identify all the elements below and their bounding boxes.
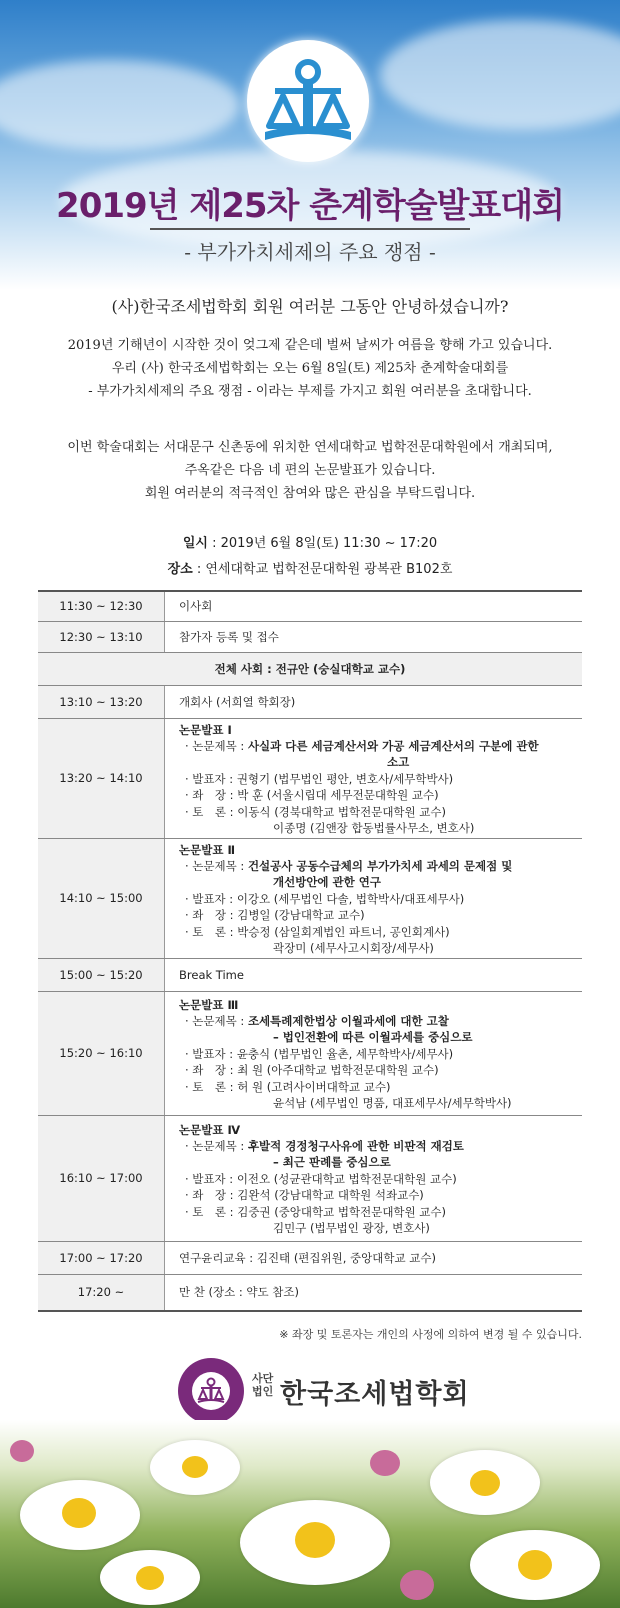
moderator-cell: 전체 사회 : 전규안 (숭실대학교 교수) — [38, 652, 582, 685]
change-notice: ※ 좌장 및 토론자는 개인의 사정에 의하여 변경 될 수 있습니다. — [279, 1328, 582, 1341]
title-label: · 논문제목 : — [185, 858, 248, 873]
chair: · 좌 장 : 김병일 (강남대학교 교수) — [185, 908, 365, 922]
program-cell: Break Time — [165, 958, 583, 991]
society-seal-icon — [178, 1358, 244, 1424]
paper-cell — [165, 718, 583, 838]
title-label: · 논문제목 : — [185, 1138, 248, 1153]
time-cell: 13:10 ~ 13:20 — [38, 685, 165, 718]
discussant: 이종명 (김앤장 합동법률사무소, 변호사) — [273, 821, 475, 835]
table-row — [38, 718, 582, 838]
title-label: · 논문제목 : — [185, 738, 248, 753]
time-cell: 16:10 ~ 17:00 — [38, 1115, 165, 1241]
page-title: 2019년 제25차 춘계학술발표대회 — [56, 186, 564, 226]
table-row — [38, 1115, 582, 1241]
paper-title-line — [179, 738, 581, 755]
time-cell: 17:20 ~ — [38, 1274, 165, 1311]
place-label: 장소 — [167, 562, 193, 577]
paper-cell — [165, 1115, 583, 1241]
table-row — [38, 1241, 582, 1274]
discussant: · 토 론 : 이동식 (경북대학교 법학전문대학원 교수) — [185, 804, 447, 819]
presenter: · 발표자 : 이전오 (성균관대학교 법학전문대학원 교수) — [185, 1171, 457, 1186]
org-prefix: 법인 — [252, 1385, 274, 1398]
time-cell: 17:00 ~ 17:20 — [38, 1241, 165, 1274]
paper-title: 건설공사 공동수급체의 부가가치세 과세의 문제점 및 — [247, 858, 513, 873]
detail-paragraph — [20, 436, 600, 505]
org-name: 한국조세법학회 — [280, 1379, 470, 1410]
paper-title-cont: – 법인전환에 따른 이월과세를 중심으로 — [273, 1030, 473, 1044]
paper-title: 사실과 다른 세금계산서와 가공 세금계산서의 구분에 관한 — [247, 738, 539, 753]
table-row — [38, 958, 582, 991]
pink-flower — [10, 1440, 34, 1462]
date-label: 일시 — [182, 536, 208, 551]
org-type — [252, 1372, 273, 1398]
intro-paragraph — [20, 334, 600, 403]
program-cell: 만 찬 (장소 : 약도 참조) — [165, 1274, 583, 1311]
intro-line: 우리 (사) 한국조세법학회는 오는 6월 8일(토) 제25차 춘계학술대회를 — [111, 361, 509, 376]
presenter: · 발표자 : 윤충식 (법무법인 율촌, 세무학박사/세무사) — [185, 1046, 454, 1061]
time-cell: 14:10 ~ 15:00 — [38, 838, 165, 958]
discussant: 윤석남 (세무법인 명품, 대표세무사/세무학박사) — [273, 1096, 512, 1110]
table-row — [38, 621, 582, 652]
organization-signature — [178, 1358, 478, 1428]
time-cell: 15:00 ~ 15:20 — [38, 958, 165, 991]
paper-heading: 논문발표 Ⅱ — [179, 842, 236, 857]
seal-emblem — [192, 1372, 230, 1410]
table-row — [38, 591, 582, 621]
table-row — [38, 991, 582, 1115]
discussant: · 토 론 : 허 원 (고려사이버대학교 교수) — [185, 1079, 391, 1094]
paper-title-cont: – 최근 판례를 중심으로 — [273, 1155, 391, 1169]
paper-title: 후발적 경정청구사유에 관한 비판적 재검토 — [247, 1138, 464, 1153]
place-value: : 연세대학교 법학전문대학원 광복관 B102호 — [192, 562, 453, 577]
chair: · 좌 장 : 김완석 (강남대학교 대학원 석좌교수) — [185, 1188, 424, 1202]
greeting: (사)한국조세법학회 회원 여러분 그동안 안녕하셨습니까? — [111, 297, 509, 316]
paper-cell — [165, 991, 583, 1115]
chair: · 좌 장 : 박 훈 (서울시립대 세무전문대학원 교수) — [185, 788, 439, 802]
table-row — [38, 838, 582, 958]
discussant: · 토 론 : 김중권 (중앙대학교 법학전문대학원 교수) — [185, 1204, 447, 1219]
paper-title-cont: 소고 — [387, 755, 410, 769]
event-date — [0, 532, 620, 551]
presenter: · 발표자 : 이강오 (세무법인 다솔, 법학박사/대표세무사) — [185, 891, 465, 906]
time-cell: 12:30 ~ 13:10 — [38, 621, 165, 652]
cloud — [380, 20, 620, 130]
daisy-center — [182, 1456, 208, 1478]
pink-flower — [370, 1450, 400, 1476]
schedule-table — [38, 590, 582, 1312]
title-divider — [150, 228, 470, 230]
program-cell: 개회사 (서희열 학회장) — [165, 685, 583, 718]
scales-icon — [192, 1372, 230, 1410]
chair: · 좌 장 : 최 원 (아주대학교 법학전문대학원 교수) — [185, 1063, 439, 1077]
discussant: 곽장미 (세무사고시회장/세무사) — [273, 941, 434, 955]
page-subtitle: - 부가가치세제의 주요 쟁점 - — [184, 240, 436, 264]
daisy-center — [62, 1498, 96, 1528]
table-row — [38, 685, 582, 718]
title-label: · 논문제목 : — [185, 1013, 248, 1028]
intro-line: - 부가가치세제의 주요 쟁점 - 이라는 부제를 가지고 회원 여러분을 초대합니다. — [88, 384, 532, 399]
time-cell: 11:30 ~ 12:30 — [38, 591, 165, 621]
time-cell: 13:20 ~ 14:10 — [38, 718, 165, 838]
discussant: · 토 론 : 박승정 (삼일회계법인 파트너, 공인회계사) — [185, 924, 450, 939]
discussant: 김민구 (법무법인 광장, 변호사) — [273, 1221, 430, 1235]
table-row — [38, 652, 582, 685]
org-prefix: 사단 — [252, 1372, 274, 1385]
paper-title-line — [179, 1013, 581, 1030]
daisy-center — [518, 1550, 552, 1580]
program-cell: 참가자 등록 및 접수 — [165, 621, 583, 652]
intro-line: 2019년 기해년이 시작한 것이 엊그제 같은데 벌써 날씨가 여름을 향해 가고 있습니다. — [67, 338, 553, 353]
daisy-center — [470, 1470, 500, 1496]
table-row — [38, 1274, 582, 1311]
event-place — [0, 558, 620, 577]
paper-title-cont: 개선방안에 관한 연구 — [273, 875, 381, 889]
detail-line: 회원 여러분의 적극적인 참여와 많은 관심을 부탁드립니다. — [144, 486, 476, 501]
date-value: : 2019년 6월 8일(토) 11:30 ~ 17:20 — [207, 536, 438, 551]
paper-title-line — [179, 858, 581, 875]
society-logo — [247, 40, 369, 162]
cloud — [0, 60, 240, 150]
program-cell: 이사회 — [165, 591, 583, 621]
scales-of-justice-icon — [247, 40, 369, 162]
paper-title-line — [179, 1138, 581, 1155]
daisy-field-image — [0, 1420, 620, 1608]
daisy-center — [295, 1522, 335, 1558]
paper-heading: 논문발표 Ⅲ — [179, 997, 239, 1012]
detail-line: 주옥같은 다음 네 편의 논문발표가 있습니다. — [184, 463, 436, 478]
paper-title: 조세특례제한법상 이월과세에 대한 고찰 — [247, 1013, 449, 1028]
presenter: · 발표자 : 권형기 (법무법인 평안, 변호사/세무학박사) — [185, 771, 454, 786]
paper-cell — [165, 838, 583, 958]
detail-line: 이번 학술대회는 서대문구 신촌동에 위치한 연세대학교 법학전문대학원에서 개최되며, — [67, 440, 553, 455]
pink-flower — [400, 1570, 434, 1600]
paper-heading: 논문발표 Ⅳ — [179, 1122, 241, 1137]
paper-heading: 논문발표 Ⅰ — [179, 722, 232, 737]
program-cell: 연구윤리교육 : 김진태 (편집위원, 중앙대학교 교수) — [165, 1241, 583, 1274]
time-cell: 15:20 ~ 16:10 — [38, 991, 165, 1115]
daisy-center — [136, 1566, 164, 1590]
